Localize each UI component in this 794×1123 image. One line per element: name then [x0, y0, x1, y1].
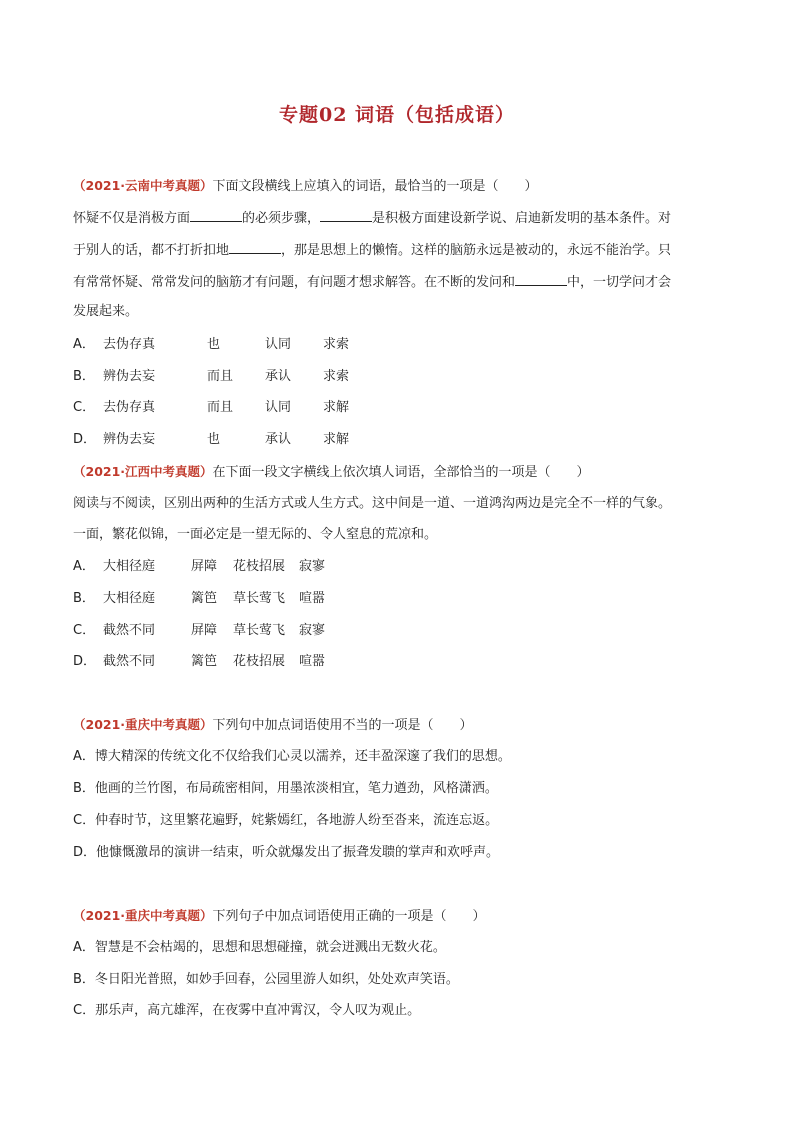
- passage-text: 的必须步骤，: [242, 211, 321, 226]
- question-source: （2021·重庆中考真题）: [73, 908, 213, 923]
- passage-line: [73, 272, 671, 293]
- option-b: B．冬日阳光普照，如妙手回春，公园里游人如织，处处欢声笑语。: [73, 972, 459, 987]
- passage-line: 发展起来。: [73, 304, 139, 319]
- option-c: C．仲春时节，这里繁花遍野，姹紫嫣红，各地游人纷至沓来，流连忘返。: [73, 813, 499, 828]
- option-d: D．他慷慨激昂的演讲一结束，听众就爆发出了振聋发聩的掌声和欢呼声。: [73, 845, 500, 860]
- fill-blank: [320, 208, 372, 222]
- question-1-header: [73, 176, 538, 197]
- question-stem: 在下面一段文字横线上依次填人词语，全部恰当的一项是（ ）: [212, 465, 590, 480]
- question-3-header: [73, 715, 473, 736]
- passage-line: [73, 208, 671, 229]
- passage-text: ，那是思想上的懒惰。这样的脑筋永远是被动的，永远不能治学。只: [281, 243, 672, 258]
- option-a: A． 去伪存真 也 认同 求索: [73, 337, 350, 352]
- option-c: C． 截然不同 屏障 草长莺飞 寂寥: [73, 623, 326, 638]
- page-title: 专题02 词语（包括成语）: [278, 104, 516, 126]
- passage-text: 中，一切学问才会: [567, 275, 672, 290]
- question-source: （2021·江西中考真题）: [73, 464, 213, 479]
- option-a: A．博大精深的传统文化不仅给我们心灵以濡养，还丰盈深邃了我们的思想。: [73, 749, 511, 764]
- question-source: （2021·重庆中考真题）: [73, 717, 213, 732]
- passage-line: 一面，繁花似锦，一面必定是一望无际的、令人窒息的荒凉和。: [73, 527, 438, 542]
- option-c: C．那乐声，高亢雄浑，在夜雾中直冲霄汉，令人叹为观止。: [73, 1003, 421, 1018]
- option-c: C． 去伪存真 而且 认同 求解: [73, 400, 350, 415]
- option-a: A． 大相径庭 屏障 花枝招展 寂寥: [73, 559, 326, 574]
- question-stem: 下面文段横线上应填入的词语，最恰当的一项是（ ）: [212, 179, 538, 194]
- passage-text: 怀疑不仅是消极方面: [73, 211, 191, 226]
- passage-text: 于别人的话，都不打折扣地: [73, 243, 230, 258]
- option-d: D． 截然不同 篱笆 花枝招展 喧嚣: [73, 654, 326, 669]
- fill-blank: [229, 240, 281, 254]
- passage-line: [73, 240, 671, 261]
- option-a: A．智慧是不会枯竭的，思想和思想碰撞，就会迸溅出无数火花。: [73, 940, 446, 955]
- option-b: B．他画的兰竹图，布局疏密相间，用墨浓淡相宜，笔力遒劲，风格潇洒。: [73, 781, 498, 796]
- option-b: B． 大相径庭 篱笆 草长莺飞 喧嚣: [73, 591, 326, 606]
- passage-text: 是积极方面建设新学说、启迪新发明的基本条件。对: [372, 211, 672, 226]
- question-2-header: [73, 462, 590, 483]
- fill-blank: [190, 208, 242, 222]
- question-4-header: [73, 906, 486, 927]
- fill-blank: [515, 272, 567, 286]
- option-d: D． 辨伪去妄 也 承认 求解: [73, 432, 350, 447]
- question-source: （2021·云南中考真题）: [73, 178, 213, 193]
- option-b: B． 辨伪去妄 而且 承认 求索: [73, 369, 350, 384]
- passage-text: 有常常怀疑、常常发问的脑筋才有问题，有问题才想求解答。在不断的发问和: [73, 275, 516, 290]
- question-stem: 下列句中加点词语使用不当的一项是（ ）: [212, 718, 473, 733]
- question-stem: 下列句子中加点词语使用正确的一项是（ ）: [212, 909, 486, 924]
- passage-line: 阅读与不阅读，区别出两种的生活方式或人生方式。这中间是一道、一道鸿沟两边是完全不一样的气象。: [73, 496, 672, 511]
